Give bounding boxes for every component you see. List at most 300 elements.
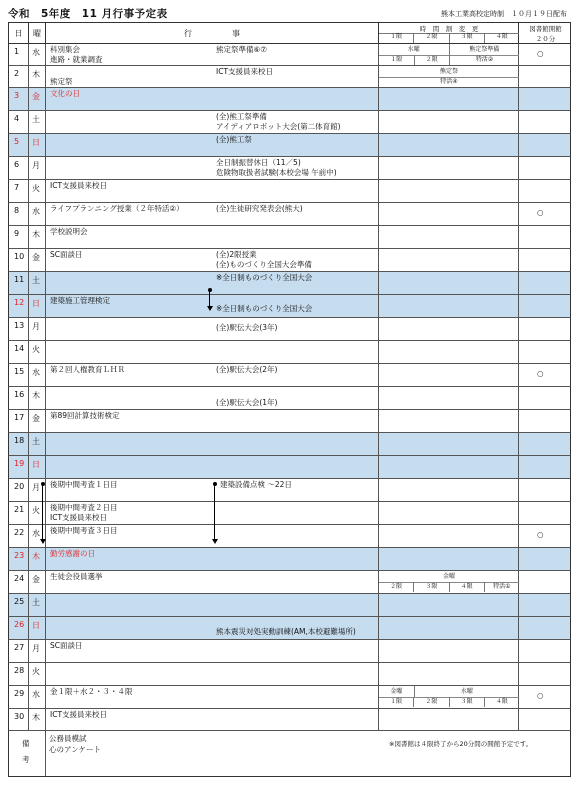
table-row bbox=[8, 548, 571, 571]
weekday-cell bbox=[29, 249, 46, 271]
table-row bbox=[8, 111, 571, 134]
day-cell bbox=[9, 364, 29, 386]
event-secondary: 建築設備点検 ～22日 bbox=[220, 480, 292, 489]
exam-period-arrow-arrowhead bbox=[40, 539, 46, 544]
table-row bbox=[8, 525, 571, 548]
events-cell bbox=[46, 456, 379, 478]
schedule-change-day: 熊定祭準備 bbox=[449, 44, 520, 55]
table-row bbox=[8, 157, 571, 180]
library-open-mark: ○ bbox=[537, 208, 544, 217]
schedule-change-period: ３限 bbox=[449, 697, 484, 707]
events-cell bbox=[46, 88, 379, 110]
table-row bbox=[8, 663, 571, 686]
weekday-cell bbox=[29, 502, 46, 524]
schedule-change-day: 水曜 bbox=[407, 46, 420, 53]
day-cell bbox=[9, 295, 29, 317]
changes-cell bbox=[379, 111, 519, 133]
day-number: 15 bbox=[14, 367, 25, 376]
monozukuri-period-arrow-line bbox=[209, 290, 210, 307]
event-primary-line-2: ICT支援員来校日 bbox=[50, 513, 108, 522]
changes-cell bbox=[379, 410, 519, 432]
weekday-cell bbox=[29, 456, 46, 478]
day-cell bbox=[9, 387, 29, 409]
events-cell bbox=[46, 272, 379, 294]
changes-cell bbox=[379, 525, 519, 547]
schedule-change-periods bbox=[379, 697, 519, 707]
schedule-change-periods bbox=[379, 582, 519, 592]
event-secondary: (全)生徒研究発表会(熊大) bbox=[216, 204, 303, 213]
table-row bbox=[8, 249, 571, 272]
table-row bbox=[8, 479, 571, 502]
weekday: 木 bbox=[32, 230, 40, 239]
changes-cell bbox=[379, 341, 519, 363]
table-row bbox=[8, 318, 571, 341]
changes-cell bbox=[379, 249, 519, 271]
event-primary: 第２回人権教育ＬＨＲ bbox=[50, 365, 125, 374]
library-cell bbox=[519, 134, 572, 156]
library-cell bbox=[519, 502, 572, 524]
event-primary: 科別集会 bbox=[50, 45, 80, 54]
changes-cell bbox=[379, 502, 519, 524]
weekday: 金 bbox=[32, 253, 40, 262]
schedule-change-period: １限 bbox=[390, 698, 403, 705]
day-number: 25 bbox=[14, 597, 25, 606]
table-row bbox=[8, 226, 571, 249]
weekday-cell bbox=[29, 410, 46, 432]
library-open-mark: ○ bbox=[537, 691, 544, 700]
library-cell bbox=[519, 157, 572, 179]
day-number: 27 bbox=[14, 643, 25, 652]
weekday-cell bbox=[29, 433, 46, 455]
day-number: 13 bbox=[14, 321, 25, 330]
table-row bbox=[8, 44, 571, 66]
weekday-cell bbox=[29, 180, 46, 202]
changes-cell bbox=[379, 433, 519, 455]
schedule-change-day: 金曜 bbox=[390, 688, 403, 695]
library-cell bbox=[519, 686, 572, 708]
day-cell bbox=[9, 640, 29, 662]
library-cell bbox=[519, 364, 572, 386]
header-period-4: ４限 bbox=[484, 33, 519, 43]
remarks-row bbox=[8, 731, 571, 777]
table-row bbox=[8, 502, 571, 525]
weekday-cell bbox=[29, 640, 46, 662]
day-number: 8 bbox=[14, 206, 20, 215]
library-cell bbox=[519, 203, 572, 225]
day-number: 24 bbox=[14, 574, 25, 583]
library-cell bbox=[519, 433, 572, 455]
library-cell bbox=[519, 272, 572, 294]
day-cell bbox=[9, 525, 29, 547]
weekday-cell bbox=[29, 686, 46, 708]
day-number: 18 bbox=[14, 436, 25, 445]
weekday: 水 bbox=[32, 207, 40, 216]
header-changes: 時 間 割 変 更 bbox=[379, 23, 519, 34]
monozukuri-period-arrow-arrowhead bbox=[207, 306, 213, 311]
day-number: 3 bbox=[14, 91, 20, 100]
events-cell bbox=[46, 226, 379, 248]
library-cell bbox=[519, 640, 572, 662]
day-cell bbox=[9, 272, 29, 294]
weekday: 金 bbox=[32, 92, 40, 101]
day-number: 1 bbox=[14, 47, 20, 56]
weekday: 月 bbox=[32, 161, 40, 170]
weekday: 火 bbox=[32, 506, 40, 515]
library-cell bbox=[519, 180, 572, 202]
header-day: 日 bbox=[9, 23, 29, 43]
table-row bbox=[8, 341, 571, 364]
library-cell bbox=[519, 525, 572, 547]
table-row bbox=[8, 203, 571, 226]
remarks-label-cell bbox=[9, 731, 46, 776]
day-cell bbox=[9, 709, 29, 730]
day-number: 5 bbox=[14, 137, 20, 146]
library-cell bbox=[519, 709, 572, 730]
header-library-sub: ２０分 bbox=[535, 34, 556, 43]
table-row bbox=[8, 134, 571, 157]
event-secondary: (全)駅伝大会(2年) bbox=[216, 365, 278, 374]
day-cell bbox=[9, 617, 29, 639]
events-cell bbox=[46, 433, 379, 455]
day-number: 2 bbox=[14, 69, 20, 78]
weekday-cell bbox=[29, 111, 46, 133]
day-number: 6 bbox=[14, 160, 20, 169]
event-primary: 文化の日 bbox=[50, 89, 80, 98]
event-secondary: ※全日制ものづくり全国大会 bbox=[216, 304, 313, 313]
weekday-cell bbox=[29, 203, 46, 225]
weekday: 木 bbox=[32, 552, 40, 561]
table-row bbox=[8, 617, 571, 640]
changes-cell bbox=[379, 640, 519, 662]
exam-period-arrow-line bbox=[42, 484, 43, 540]
library-cell bbox=[519, 410, 572, 432]
event-primary: 後期中間考査１日目 bbox=[50, 480, 118, 489]
library-open-mark: ○ bbox=[537, 530, 544, 539]
table-row bbox=[8, 88, 571, 111]
schedule-change-period: 特活① bbox=[484, 582, 519, 592]
day-cell bbox=[9, 157, 29, 179]
schedule-change-period: ２限 bbox=[413, 697, 448, 707]
event-primary: 勤労感謝の日 bbox=[50, 549, 95, 558]
schedule-change-period: ２限 bbox=[390, 583, 403, 590]
weekday-cell bbox=[29, 341, 46, 363]
changes-cell bbox=[379, 295, 519, 317]
changes-cell bbox=[379, 364, 519, 386]
event-secondary: ICT支援員来校日 bbox=[216, 67, 274, 76]
day-number: 12 bbox=[14, 298, 25, 307]
weekday: 月 bbox=[32, 644, 40, 653]
weekday: 日 bbox=[32, 299, 40, 308]
weekday: 金 bbox=[32, 575, 40, 584]
schedule-change-period: ４限 bbox=[484, 697, 519, 707]
event-primary: SC面談日 bbox=[50, 641, 83, 650]
day-cell bbox=[9, 203, 29, 225]
event-primary-line-2: 熊定祭 bbox=[50, 77, 73, 86]
day-number: 14 bbox=[14, 344, 25, 353]
event-primary: SC面談日 bbox=[50, 250, 83, 259]
schedule-change-period: ３限 bbox=[413, 582, 448, 592]
event-secondary-line-2: アイディアロボット大会(第二体育館) bbox=[216, 122, 341, 131]
changes-cell bbox=[379, 456, 519, 478]
page-title: 令和 5年度 11 月行事予定表 bbox=[8, 8, 168, 20]
schedule-change-day: 水曜 bbox=[414, 686, 519, 697]
changes-cell bbox=[379, 663, 519, 685]
issuer-note: 熊本工業高校定時制 １０月１９日配布 bbox=[441, 10, 567, 18]
changes-cell bbox=[379, 479, 519, 501]
weekday: 火 bbox=[32, 184, 40, 193]
weekday-cell bbox=[29, 318, 46, 340]
weekday-cell bbox=[29, 88, 46, 110]
table-row bbox=[8, 571, 571, 594]
day-cell bbox=[9, 433, 29, 455]
day-cell bbox=[9, 134, 29, 156]
day-cell bbox=[9, 456, 29, 478]
changes-cell bbox=[379, 226, 519, 248]
event-secondary: (全)2限授業 bbox=[216, 250, 257, 259]
event-primary: 後期中間考査２日目 bbox=[50, 503, 118, 512]
table-row bbox=[8, 640, 571, 663]
inspection-period-arrow-arrowhead bbox=[212, 539, 218, 544]
weekday: 月 bbox=[32, 483, 40, 492]
event-secondary: (全)駅伝大会(1年) bbox=[216, 398, 278, 407]
weekday-cell bbox=[29, 157, 46, 179]
schedule-table bbox=[8, 22, 571, 777]
day-cell bbox=[9, 686, 29, 708]
day-number: 20 bbox=[14, 482, 25, 491]
remarks-line-2: 心のアンケート bbox=[49, 745, 102, 754]
day-number: 21 bbox=[14, 505, 25, 514]
event-secondary: 全日制振替休日（11／5) bbox=[216, 158, 301, 167]
weekday-cell bbox=[29, 66, 46, 87]
day-cell bbox=[9, 249, 29, 271]
schedule-change-period: １限 bbox=[390, 56, 403, 63]
events-cell bbox=[46, 548, 379, 570]
table-body bbox=[8, 44, 571, 731]
weekday-cell bbox=[29, 663, 46, 685]
changes-cell bbox=[379, 134, 519, 156]
day-number: 11 bbox=[14, 275, 25, 284]
day-number: 23 bbox=[14, 551, 25, 560]
header-events: 行 事 bbox=[46, 23, 379, 43]
library-cell bbox=[519, 617, 572, 639]
changes-cell bbox=[379, 594, 519, 616]
schedule-change-period: ２限 bbox=[414, 55, 450, 65]
events-cell bbox=[46, 341, 379, 363]
event-primary: 学校説明会 bbox=[50, 227, 88, 236]
library-open-mark: ○ bbox=[537, 49, 544, 58]
remarks-label-2: 考 bbox=[22, 755, 30, 764]
day-number: 7 bbox=[14, 183, 20, 192]
day-cell bbox=[9, 111, 29, 133]
schedule-change-periods bbox=[379, 55, 519, 65]
event-primary: ICT支援員来校日 bbox=[50, 181, 108, 190]
library-cell bbox=[519, 456, 572, 478]
day-cell bbox=[9, 341, 29, 363]
library-cell bbox=[519, 548, 572, 570]
day-number: 10 bbox=[14, 252, 25, 261]
table-row bbox=[8, 456, 571, 479]
table-row bbox=[8, 66, 571, 88]
header-period-3: ３限 bbox=[449, 33, 484, 43]
schedule-change-period: 特活④ bbox=[440, 78, 458, 85]
event-secondary: 熊本震災対処実動訓練(AM,本校避難場所) bbox=[216, 627, 356, 636]
event-secondary: (全)駅伝大会(3年) bbox=[216, 323, 278, 332]
weekday: 日 bbox=[32, 138, 40, 147]
remarks-line-1: 公務員模試 bbox=[49, 734, 87, 743]
weekday-cell bbox=[29, 594, 46, 616]
table-row bbox=[8, 410, 571, 433]
day-cell bbox=[9, 44, 29, 65]
day-number: 19 bbox=[14, 459, 25, 468]
changes-cell bbox=[379, 548, 519, 570]
event-secondary: ※全日制ものづくり全国大会 bbox=[216, 273, 313, 282]
event-secondary: (全)熊工祭準備 bbox=[216, 112, 267, 121]
weekday: 月 bbox=[32, 322, 40, 331]
weekday: 火 bbox=[32, 667, 40, 676]
library-cell bbox=[519, 249, 572, 271]
event-primary: ライフプランニング授業（２年特活②） bbox=[50, 204, 184, 213]
event-secondary-line-2: 危険物取扱者試験(本校会場 午前中) bbox=[216, 168, 337, 177]
changes-cell bbox=[379, 157, 519, 179]
day-cell bbox=[9, 66, 29, 87]
event-primary: ICT支援員来校日 bbox=[50, 710, 108, 719]
library-cell bbox=[519, 571, 572, 593]
day-cell bbox=[9, 571, 29, 593]
weekday-cell bbox=[29, 44, 46, 65]
weekday-cell bbox=[29, 272, 46, 294]
event-secondary: 熊定祭準備⑥⑦ bbox=[216, 45, 267, 54]
weekday: 木 bbox=[32, 70, 40, 79]
weekday-cell bbox=[29, 295, 46, 317]
weekday-cell bbox=[29, 617, 46, 639]
event-primary-line-2: 進路・就業調査 bbox=[50, 55, 103, 64]
table-row bbox=[8, 594, 571, 617]
weekday: 水 bbox=[32, 690, 40, 699]
weekday-cell bbox=[29, 571, 46, 593]
table-row bbox=[8, 387, 571, 410]
library-cell bbox=[519, 479, 572, 501]
weekday: 日 bbox=[32, 460, 40, 469]
library-cell bbox=[519, 387, 572, 409]
changes-cell bbox=[379, 272, 519, 294]
weekday-cell bbox=[29, 134, 46, 156]
library-cell bbox=[519, 66, 572, 87]
table-header bbox=[8, 22, 571, 44]
schedule-change-periods bbox=[379, 77, 519, 87]
changes-cell bbox=[379, 180, 519, 202]
weekday: 土 bbox=[32, 437, 40, 446]
day-cell bbox=[9, 180, 29, 202]
day-cell bbox=[9, 226, 29, 248]
day-cell bbox=[9, 318, 29, 340]
header-periods bbox=[379, 33, 519, 43]
weekday: 木 bbox=[32, 713, 40, 722]
events-cell bbox=[46, 640, 379, 662]
weekday: 土 bbox=[32, 115, 40, 124]
event-primary: 後期中間考査３日目 bbox=[50, 526, 118, 535]
library-cell bbox=[519, 44, 572, 65]
day-cell bbox=[9, 594, 29, 616]
library-cell bbox=[519, 318, 572, 340]
day-cell bbox=[9, 502, 29, 524]
table-row bbox=[8, 433, 571, 456]
events-cell bbox=[46, 663, 379, 685]
library-cell bbox=[519, 295, 572, 317]
day-cell bbox=[9, 548, 29, 570]
weekday-cell bbox=[29, 364, 46, 386]
header-dow: 曜 bbox=[29, 23, 46, 43]
weekday-cell bbox=[29, 548, 46, 570]
schedule-change-period: 特活② bbox=[449, 55, 519, 65]
table-row bbox=[8, 709, 571, 731]
day-number: 16 bbox=[14, 390, 25, 399]
weekday: 水 bbox=[32, 48, 40, 57]
table-row bbox=[8, 180, 571, 203]
library-open-mark: ○ bbox=[537, 369, 544, 378]
event-secondary: (全)熊工祭 bbox=[216, 135, 252, 144]
header-library: 図書館開館 bbox=[529, 24, 562, 33]
weekday: 土 bbox=[32, 276, 40, 285]
day-number: 30 bbox=[14, 712, 25, 721]
remarks-label-1: 備 bbox=[22, 739, 30, 748]
library-cell bbox=[519, 226, 572, 248]
day-number: 9 bbox=[14, 229, 20, 238]
weekday-cell bbox=[29, 709, 46, 730]
event-primary: 金１限＋水２・３・４限 bbox=[50, 687, 133, 696]
day-cell bbox=[9, 663, 29, 685]
weekday: 水 bbox=[32, 529, 40, 538]
day-cell bbox=[9, 88, 29, 110]
weekday: 木 bbox=[32, 391, 40, 400]
table-row bbox=[8, 364, 571, 387]
table-row bbox=[8, 686, 571, 709]
weekday: 火 bbox=[32, 345, 40, 354]
changes-cell bbox=[379, 617, 519, 639]
header-period-2: ２限 bbox=[413, 33, 448, 43]
library-cell bbox=[519, 594, 572, 616]
weekday: 金 bbox=[32, 414, 40, 423]
events-cell bbox=[46, 249, 379, 271]
day-number: 22 bbox=[14, 528, 25, 537]
inspection-period-arrow-line bbox=[214, 484, 215, 540]
schedule-change-period: ４限 bbox=[449, 582, 484, 592]
weekday: 水 bbox=[32, 368, 40, 377]
event-primary: 建築施工管理検定 bbox=[50, 296, 110, 305]
event-primary: 生徒会役員選挙 bbox=[50, 572, 103, 581]
events-cell bbox=[46, 387, 379, 409]
changes-cell bbox=[379, 88, 519, 110]
remarks-note: ※図書館は４限終了から20分間の開館予定です。 bbox=[389, 740, 533, 748]
library-cell bbox=[519, 663, 572, 685]
library-cell bbox=[519, 88, 572, 110]
weekday-cell bbox=[29, 226, 46, 248]
day-number: 17 bbox=[14, 413, 25, 422]
events-cell bbox=[46, 66, 379, 87]
day-number: 28 bbox=[14, 666, 25, 675]
event-secondary-line-2: (全)ものづくり全国大会準備 bbox=[216, 260, 312, 269]
event-primary: 第89回計算技術検定 bbox=[50, 411, 120, 420]
day-number: 26 bbox=[14, 620, 25, 629]
changes-cell bbox=[379, 203, 519, 225]
schedule-change-day: 金曜 bbox=[442, 573, 455, 580]
day-cell bbox=[9, 479, 29, 501]
schedule-change-day: 熊定祭 bbox=[439, 68, 458, 75]
weekday-cell bbox=[29, 387, 46, 409]
changes-cell bbox=[379, 709, 519, 730]
weekday: 土 bbox=[32, 598, 40, 607]
weekday: 日 bbox=[32, 621, 40, 630]
changes-cell bbox=[379, 318, 519, 340]
